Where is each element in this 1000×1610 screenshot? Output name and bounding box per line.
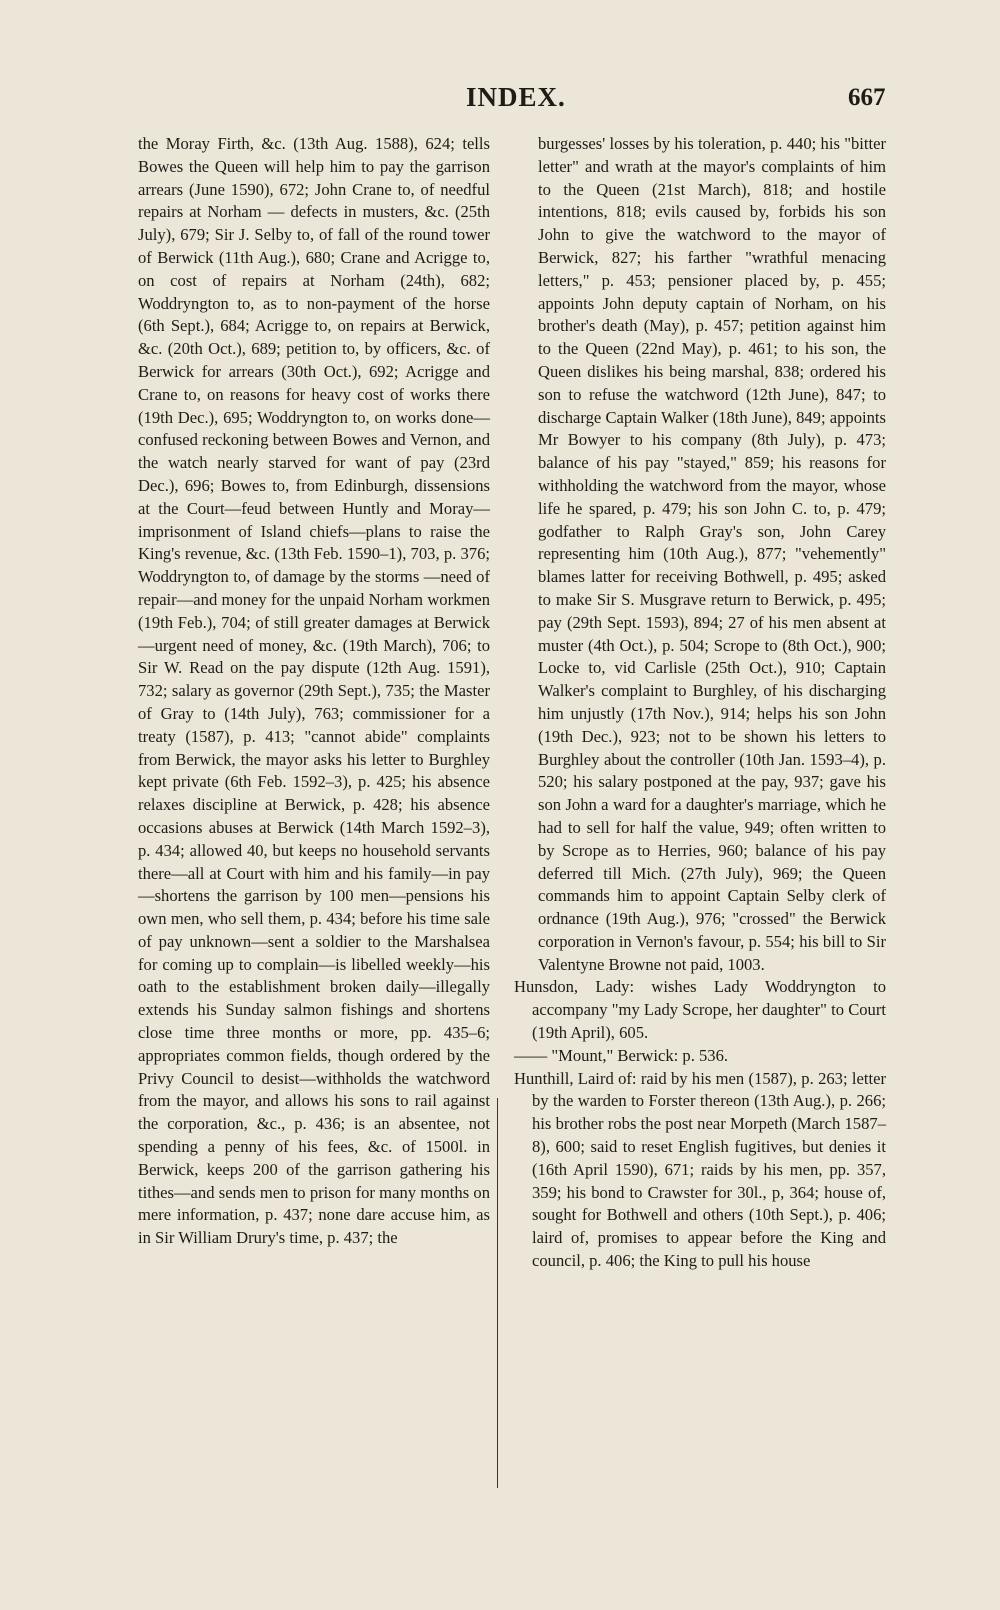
right-column-continuation: burgesses' losses by his toleration, p. 440; his "bitter letter" and wrath at the mayor's complaints of him to the Queen (21st March), 818; and hostile intentions, 818; evils caused by, forbids his son John to give the watchword to the mayor of Berwick, 827; his farther "wrathful menacing letters," p. 453; pensioner placed by, p. 455; appoints John deputy captain of Norham, on his brother's death (May), p. 457; petition against him to the Queen (22nd May), p. 461; to his son, the Queen dislikes his being marshal, 838; ordered his son to refuse the watchword (12th June), 847; to discharge Captain Walker (18th June), 849; appoints Mr Bowyer to his company (8th July), p. 473; balance of his pay "stayed," 859; his reasons for withholding the watchword from the mayor, whose life he spared, p. 479; his son John C. to, p. 479; godfather to Ralph Gray's son, John Carey representing him (10th Aug.), 877; "vehemently" blames latter for receiving Bothwell, p. 495; asked to make Sir S. Musgrave return to Berwick, p. 495; pay (29th Sept. 1593), 894; 27 of his men absent at muster (4th Oct.), p. 504; Scrope to (8th Oct.), 900; Locke to, vid Carlisle (25th Oct.), 910; Captain Walker's complaint to Burghley, of his discharging him unjustly (17th Nov.), 914; helps his son John (19th Dec.), 923; not to be shown his letters to Burghley about the controller (10th Jan. 1593–4), p. 520; his salary postponed at the pay, 937; gave his son John a ward for a daughter's marriage, which he had to sell for half the value, 949; often written to by Scrope as to Herries, 960; balance of his pay deferred till Mich. (27th July), 969; the Queen commands him to appoint Captain Selby clerk of ordnance (19th Aug.), 976; "crossed" the Berwick corporation in Vernon's favour, p. 554; his bill to Sir Valentyne Browne not paid, 1003. xyxy=(538,134,886,974)
index-entry-hunthill-laird: Hunthill, Laird of: raid by his men (1587), p. 263; letter by the warden to Forster thereon (13th Aug.), p. 266; his brother robs the post near Morpeth (March 1587–8), 600; said to reset English fugitives, but denies it (16th April 1590), 671; raids by his men, pp. 357, 359; his bond to Crawster for 30l., p, 364; house of, sought for Bothwell and others (10th Sept.), p. 406; laird of, promises to appear before the King and council, p. 406; the King to pull his house xyxy=(514,1068,886,1271)
column-divider xyxy=(497,1098,498,1488)
index-entry-hunsdon-lady: Hunsdon, Lady: wishes Lady Woddryngton to accompany "my Lady Scrope, her daughter" to Court (19th April), 605. xyxy=(514,977,886,1043)
left-column xyxy=(138,133,490,1250)
page-title: INDEX. xyxy=(466,82,566,112)
page-number: 667 xyxy=(848,84,886,111)
left-column-text: the Moray Firth, &c. (13th Aug. 1588), 624; tells Bowes the Queen will help him to pay the garrison arrears (June 1590), 672; John Crane to, of needful repairs at Norham — defects in musters, &c. (25th July), 679; Sir J. Selby to, of fall of the round tower of Berwick (11th Aug.), 680; Crane and Acrigge to, on cost of repairs at Norham (24th), 682; Woddryngton to, as to non-payment of the horse (6th Sept.), 684; Acrigge to, on repairs at Berwick, &c. (20th Oct.), 689; petition to, by officers, &c. of Berwick for arrears (30th Oct.), 692; Acrigge and Crane to, on reasons for heavy cost of works there (19th Dec.), 695; Woddryngton to, on works done—confused reckoning between Bowes and Vernon, and the watch nearly starved for want of pay (23rd Dec.), 696; Bowes to, from Edinburgh, dissensions at the Court—feud between Huntly and Moray—imprisonment of Island chiefs—plans to raise the King's revenue, &c. (13th Feb. 1590–1), 703, p. 376; Woddryngton to, of damage by the storms —need of repair—and money for the unpaid Norham workmen (19th Feb.), 704; of still greater damages at Berwick—urgent need of money, &c. (19th March), 706; to Sir W. Read on the pay dispute (12th Aug. 1591), 732; salary as governor (29th Sept.), 735; the Master of Gray to (14th July), 763; commissioner for a treaty (1587), p. 413; "cannot abide" complaints from Berwick, the mayor asks his letter to Burghley kept private (6th Feb. 1592–3), p. 425; his absence relaxes discipline at Berwick, p. 428; his absence occasions abuses at Berwick (14th March 1592–3), p. 434; allowed 40, but keeps no household servants there—all at Court with him and his family—in pay—shortens the garrison by 100 men—pensions his own men, who sell them, p. 434; before his time sale of pay unknown—sent a soldier to the Marshalsea for coming up to complain—is libelled weekly—his oath to the establishment broken daily—illegally extends his Sunday salmon fishings and shortens close time three months or more, pp. 435–6; appropriates common fields, though ordered by the Privy Council to desist—withholds the watchword from the mayor, and allows his sons to rail against the corporation, &c., p. 436; is an absentee, not spending a penny of his fees, &c. of 1500l. in Berwick, keeps 200 of the garrison gathering his tithes—and sends men to prison for many months on mere information, p. 437; none dare accuse him, as in Sir William Drury's time, p. 437; the xyxy=(138,134,490,1248)
index-entry-mount-berwick: —— "Mount," Berwick: p. 536. xyxy=(514,1045,729,1065)
page-header xyxy=(0,82,1000,122)
right-column xyxy=(514,133,886,1273)
